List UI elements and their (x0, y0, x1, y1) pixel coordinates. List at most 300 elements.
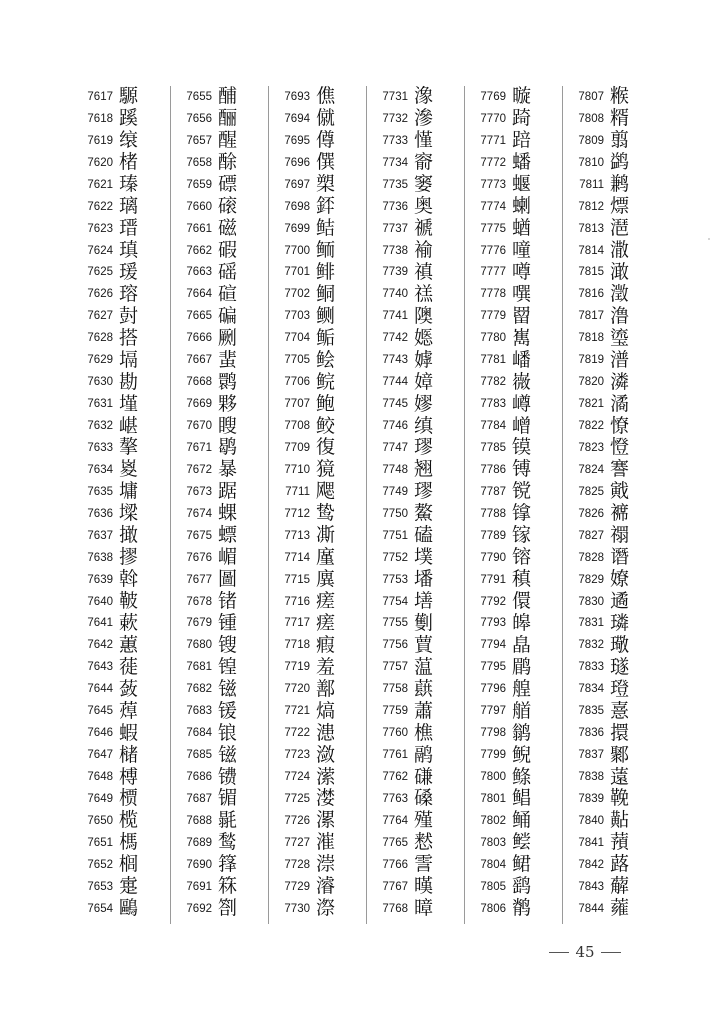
entry-character: 漶 (316, 721, 336, 744)
entry-character: 鲬 (512, 809, 532, 832)
table-entry (269, 262, 366, 284)
table-entry (563, 218, 660, 240)
entry-code: 7785 (480, 441, 506, 454)
entry-character: 榈 (119, 853, 139, 876)
entry-character: 璆 (414, 436, 434, 459)
table-entry (563, 327, 660, 349)
table-entry (72, 393, 170, 415)
entry-code: 7767 (382, 880, 408, 893)
entry-code: 7622 (87, 200, 113, 213)
entry-character: 漈 (316, 897, 336, 920)
table-entry (465, 283, 562, 305)
entry-character: 缞 (119, 129, 139, 152)
entry-code: 7721 (284, 705, 310, 718)
entry-character: 槚 (119, 787, 139, 810)
table-entry (171, 108, 268, 130)
entry-character: 嫪 (414, 392, 434, 415)
entry-character: 鹝 (414, 743, 434, 766)
table-entry (367, 459, 464, 481)
entry-code: 7758 (382, 683, 408, 696)
entry-character: 墐 (119, 392, 139, 415)
entry-character: 擐 (610, 721, 630, 744)
table-entry (465, 218, 562, 240)
entry-character: 蕷 (610, 831, 630, 854)
entry-character: 蝘 (512, 173, 532, 196)
entry-code: 7674 (186, 507, 212, 520)
entry-code: 7735 (382, 178, 408, 191)
entry-code: 7647 (87, 749, 113, 762)
entry-code: 7836 (578, 727, 604, 740)
table-entry (171, 218, 268, 240)
entry-character: 濬 (316, 875, 336, 898)
table-entry (72, 898, 170, 920)
entry-code: 7737 (382, 222, 408, 235)
table-entry (465, 86, 562, 108)
entry-code: 7816 (578, 288, 604, 301)
entry-character: 騵 (119, 85, 139, 108)
table-entry (72, 305, 170, 327)
table-entry (465, 810, 562, 832)
entry-code: 7695 (284, 134, 310, 147)
table-entry (367, 108, 464, 130)
entry-code: 7621 (87, 178, 113, 191)
table-entry (563, 876, 660, 898)
table-entry (72, 218, 170, 240)
table-entry (72, 525, 170, 547)
entry-code: 7771 (480, 134, 506, 147)
entry-code: 7619 (87, 134, 113, 147)
table-entry (367, 327, 464, 349)
table-entry (269, 130, 366, 152)
entry-character: 噇 (512, 239, 532, 262)
table-entry (563, 262, 660, 284)
table-entry (465, 591, 562, 613)
entry-character: 翘 (414, 458, 434, 481)
table-entry (367, 218, 464, 240)
entry-code: 7780 (480, 332, 506, 345)
entry-code: 7627 (87, 310, 113, 323)
table-entry (269, 876, 366, 898)
table-entry (465, 788, 562, 810)
entry-character: 碹 (218, 282, 238, 305)
table-entry (367, 854, 464, 876)
entry-character: 锾 (218, 699, 238, 722)
entry-code: 7819 (578, 354, 604, 367)
entry-character: 蕗 (610, 853, 630, 876)
entry-code: 7792 (480, 595, 506, 608)
table-entry (171, 393, 268, 415)
table-entry (171, 569, 268, 591)
entry-character: 慭 (414, 831, 434, 854)
table-entry (563, 371, 660, 393)
entry-character: 踦 (512, 107, 532, 130)
table-entry (269, 108, 366, 130)
entry-code: 7815 (578, 266, 604, 279)
entry-code: 7794 (480, 639, 506, 652)
table-entry (367, 722, 464, 744)
table-entry (269, 218, 366, 240)
entry-character: 碥 (218, 304, 238, 327)
entry-code: 7696 (284, 156, 310, 169)
table-entry (269, 547, 366, 569)
table-entry (72, 152, 170, 174)
entry-character: 镕 (512, 546, 532, 569)
entry-character: 嶲 (512, 326, 532, 349)
table-entry (563, 547, 660, 569)
entry-character: 镅 (218, 787, 238, 810)
table-column (72, 86, 170, 924)
entry-code: 7769 (480, 90, 506, 103)
entry-character: 镄 (218, 765, 238, 788)
entry-code: 7804 (480, 858, 506, 871)
entry-character: 暶 (512, 85, 532, 108)
table-entry (465, 854, 562, 876)
entry-character: 慬 (414, 129, 434, 152)
entry-character: 蜚 (218, 348, 238, 371)
table-entry (563, 656, 660, 678)
entry-code: 7691 (186, 880, 212, 893)
table-entry (269, 240, 366, 262)
entry-code: 7790 (480, 551, 506, 564)
entry-character: 镎 (512, 502, 532, 525)
table-entry (465, 152, 562, 174)
entry-character: 鲳 (512, 787, 532, 810)
entry-code: 7680 (186, 639, 212, 652)
table-entry (171, 283, 268, 305)
table-entry (72, 349, 170, 371)
table-entry (563, 722, 660, 744)
entry-character: 翦 (610, 129, 630, 152)
table-entry (465, 569, 562, 591)
entry-character: 鲙 (316, 348, 336, 371)
entry-code: 7675 (186, 529, 212, 542)
entry-character: 嵋 (218, 546, 238, 569)
entry-code: 7807 (578, 90, 604, 103)
entry-character: 鲩 (316, 370, 336, 393)
table-entry (72, 832, 170, 854)
entry-code: 7617 (87, 90, 113, 103)
entry-code: 7719 (284, 661, 310, 674)
entry-character: 璥 (610, 633, 630, 656)
entry-character: 鲕 (316, 239, 336, 262)
entry-character: 蔹 (119, 677, 139, 700)
table-entry (269, 766, 366, 788)
entry-character: 隩 (414, 304, 434, 327)
entry-code: 7840 (578, 814, 604, 827)
table-entry (563, 810, 660, 832)
entry-code: 7699 (284, 222, 310, 235)
entry-character: 酾 (218, 107, 238, 130)
table-entry (563, 788, 660, 810)
entry-code: 7724 (284, 771, 310, 784)
entry-code: 7802 (480, 814, 506, 827)
table-entry (367, 634, 464, 656)
entry-code: 7660 (186, 200, 212, 213)
table-entry (72, 240, 170, 262)
table-entry (269, 613, 366, 635)
entry-character: 戭 (610, 480, 630, 503)
entry-code: 7811 (579, 178, 604, 191)
table-entry (269, 86, 366, 108)
entry-code: 7833 (578, 661, 604, 674)
entry-code: 7687 (186, 792, 212, 805)
entry-character: 皛 (512, 633, 532, 656)
entry-code: 7842 (578, 858, 604, 871)
entry-code: 7817 (578, 310, 604, 323)
entry-character: 滲 (414, 107, 434, 130)
table-entry (72, 876, 170, 898)
table-entry (171, 415, 268, 437)
entry-code: 7632 (87, 420, 113, 433)
table-entry (269, 349, 366, 371)
entry-character: 艎 (512, 677, 532, 700)
entry-code: 7623 (87, 222, 113, 235)
entry-code: 7663 (186, 266, 212, 279)
entry-character: 劐 (414, 611, 434, 634)
table-entry (465, 613, 562, 635)
table-entry (367, 283, 464, 305)
entry-code: 7839 (578, 792, 604, 805)
entry-code: 7650 (87, 814, 113, 827)
table-entry (465, 327, 562, 349)
entry-code: 7729 (284, 880, 310, 893)
table-entry (465, 876, 562, 898)
entry-character: 蕒 (414, 633, 434, 656)
entry-code: 7748 (382, 463, 408, 476)
entry-code: 7681 (186, 661, 212, 674)
entry-character: 禚 (414, 282, 434, 305)
entry-code: 7841 (578, 836, 604, 849)
table-entry (465, 634, 562, 656)
entry-character: 艏 (512, 699, 532, 722)
entry-code: 7803 (480, 836, 506, 849)
entry-character: 螵 (218, 524, 238, 547)
entry-character: 搭 (119, 326, 139, 349)
footer-dash-left (549, 952, 569, 953)
entry-character: 磉 (414, 787, 434, 810)
entry-character: 漼 (316, 831, 336, 854)
entry-code: 7654 (87, 902, 113, 915)
entry-character: 蝤 (512, 217, 532, 240)
entry-code: 7637 (87, 529, 113, 542)
entry-character: 鲿 (512, 831, 532, 854)
table-entry (72, 766, 170, 788)
table-entry (563, 854, 660, 876)
table-entry (563, 152, 660, 174)
table-entry (269, 481, 366, 503)
entry-code: 7665 (186, 310, 212, 323)
table-entry (563, 613, 660, 635)
table-entry (465, 481, 562, 503)
table-entry (72, 722, 170, 744)
entry-character: 瑧 (119, 173, 139, 196)
entry-character: 撖 (119, 524, 139, 547)
entry-code: 7673 (186, 485, 212, 498)
table-entry (72, 174, 170, 196)
entry-code: 7784 (480, 420, 506, 433)
entry-code: 7745 (382, 398, 408, 411)
entry-code: 7801 (480, 792, 506, 805)
entry-character: 憭 (610, 414, 630, 437)
entry-character: 禠 (414, 217, 434, 240)
table-entry (269, 459, 366, 481)
table-entry (367, 174, 464, 196)
entry-code: 7659 (186, 178, 212, 191)
table-entry (465, 174, 562, 196)
entry-code: 7633 (87, 441, 113, 454)
entry-character: 瑱 (119, 239, 139, 262)
table-entry (269, 700, 366, 722)
entry-character: 瑨 (119, 217, 139, 240)
table-entry (171, 876, 268, 898)
table-entry (563, 766, 660, 788)
entry-code: 7642 (87, 639, 113, 652)
entry-code: 7830 (578, 595, 604, 608)
entry-code: 7731 (382, 90, 408, 103)
entry-character: 潏 (610, 392, 630, 415)
table-entry (269, 678, 366, 700)
table-entry (367, 415, 464, 437)
table-entry (171, 634, 268, 656)
table-entry (171, 613, 268, 635)
entry-code: 7787 (480, 485, 506, 498)
entry-code: 7822 (578, 420, 604, 433)
entry-code: 7698 (284, 200, 310, 213)
table-entry (72, 415, 170, 437)
entry-code: 7678 (186, 595, 212, 608)
table-entry (367, 656, 464, 678)
table-entry (465, 678, 562, 700)
entry-character: 殣 (414, 809, 434, 832)
entry-character: 瘥 (316, 611, 336, 634)
table-entry (269, 503, 366, 525)
entry-character: 锽 (218, 655, 238, 678)
entry-code: 7750 (382, 507, 408, 520)
table-entry (563, 634, 660, 656)
table-entry (563, 196, 660, 218)
table-entry (563, 130, 660, 152)
table-entry (367, 262, 464, 284)
entry-code: 7831 (578, 617, 604, 630)
entry-character: 鹮 (218, 370, 238, 393)
table-entry (72, 634, 170, 656)
entry-character: 僎 (316, 151, 336, 174)
entry-character: 鹙 (218, 831, 238, 854)
entry-character: 酴 (218, 151, 238, 174)
entry-code: 7742 (382, 332, 408, 345)
entry-character: 漤 (316, 787, 336, 810)
entry-character: 榪 (119, 831, 139, 854)
entry-character: 璘 (610, 611, 630, 634)
entry-character: 鲖 (316, 282, 336, 305)
entry-code: 7763 (382, 792, 408, 805)
entry-code: 7818 (578, 332, 604, 345)
entry-code: 7644 (87, 683, 113, 696)
entry-character: 摎 (119, 546, 139, 569)
table-entry (563, 437, 660, 459)
entry-code: 7712 (284, 507, 310, 520)
entry-code: 7689 (186, 836, 212, 849)
entry-code: 7634 (87, 463, 113, 476)
table-entry (72, 569, 170, 591)
entry-code: 7751 (382, 529, 408, 542)
entry-code: 7759 (382, 705, 408, 718)
entry-code: 7708 (284, 420, 310, 433)
entry-character: 劂 (218, 326, 238, 349)
entry-character: 樵 (414, 721, 434, 744)
table-entry (367, 130, 464, 152)
entry-character: 黇 (610, 809, 630, 832)
entry-character: 飔 (316, 480, 336, 503)
table-entry (269, 788, 366, 810)
entry-character: 榑 (119, 765, 139, 788)
entry-character: 楮 (119, 151, 139, 174)
entry-character: 镆 (512, 436, 532, 459)
entry-character: 鄹 (610, 743, 630, 766)
entry-code: 7826 (578, 507, 604, 520)
entry-character: 镓 (512, 524, 532, 547)
entry-code: 7694 (284, 112, 310, 125)
entry-code: 7706 (284, 376, 310, 389)
table-entry (171, 437, 268, 459)
table-entry (367, 481, 464, 503)
entry-character: 漴 (316, 853, 336, 876)
table-entry (367, 371, 464, 393)
entry-code: 7823 (578, 441, 604, 454)
table-entry (465, 349, 562, 371)
entry-character: 嫜 (414, 370, 434, 393)
entry-code: 7624 (87, 244, 113, 257)
entry-character: 墚 (119, 502, 139, 525)
entry-character: 嵁 (119, 414, 139, 437)
entry-character: 谮 (610, 546, 630, 569)
entry-character: 蕰 (414, 655, 434, 678)
entry-code: 7756 (382, 639, 408, 652)
entry-code: 7828 (578, 551, 604, 564)
entry-code: 7645 (87, 705, 113, 718)
entry-code: 7662 (186, 244, 212, 257)
entry-code: 7667 (186, 354, 212, 367)
entry-code: 7658 (186, 156, 212, 169)
entry-code: 7825 (578, 485, 604, 498)
table-entry (269, 415, 366, 437)
entry-character: 璆 (414, 480, 434, 503)
table-entry (563, 503, 660, 525)
entry-character: 瑗 (119, 260, 139, 283)
table-entry (465, 196, 562, 218)
entry-character: 罶 (512, 304, 532, 327)
entry-code: 7688 (186, 814, 212, 827)
table-entry (563, 86, 660, 108)
entry-character: 蕙 (119, 633, 139, 656)
table-entry (563, 393, 660, 415)
table-entry (367, 832, 464, 854)
entry-code: 7670 (186, 420, 212, 433)
table-entry (367, 613, 464, 635)
entry-code: 7657 (186, 134, 212, 147)
entry-code: 7677 (186, 573, 212, 586)
entry-character: 糈 (610, 107, 630, 130)
entry-character: 廑 (316, 546, 336, 569)
entry-character: 熛 (610, 195, 630, 218)
entry-character: 毾 (218, 809, 238, 832)
entry-character: 薢 (610, 875, 630, 898)
entry-code: 7722 (284, 727, 310, 740)
table-entry (72, 327, 170, 349)
entry-code: 7829 (578, 573, 604, 586)
table-entry (171, 174, 268, 196)
table-entry (269, 722, 366, 744)
